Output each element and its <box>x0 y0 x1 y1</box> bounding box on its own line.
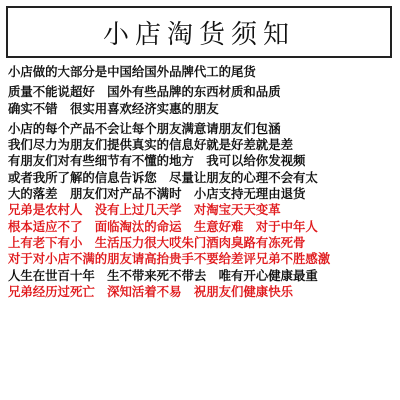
notice-line-highlight: 对于对小店不满的朋友请高抬贵手不要给差评兄弟不胜感激 <box>8 251 331 267</box>
title-box <box>6 6 392 58</box>
notice-line: 质量不能说超好 国外有些品牌的东西材质和品质 <box>8 84 281 100</box>
notice-line: 我们尽力为朋友们提供真实的信息好就是好差就是差 <box>8 137 293 153</box>
page-title: 小店淘货须知 <box>102 19 295 50</box>
notice-text-block <box>8 64 394 300</box>
notice-line: 或者我所了解的信息告诉您 尽量让朋友的心理不会有太 <box>8 169 318 185</box>
notice-line-highlight: 上有老下有小 生活压力很大哎朱门酒肉臭路有冻死骨 <box>8 234 306 250</box>
notice-line: 小店做的大部分是中国给国外品牌代工的尾货 <box>8 64 256 79</box>
notice-line: 大的落差 朋友们对产品不满时 小店支持无理由退货 <box>8 186 306 202</box>
notice-line: 确实不错 很实用喜欢经济实惠的朋友 <box>8 100 219 116</box>
notice-line-highlight: 兄弟是农村人 没有上过几天学 对淘宝天天变革 <box>8 202 281 218</box>
notice-line: 小店的每个产品不会让每个朋友满意请朋友们包涵 <box>8 120 281 136</box>
notice-line: 有朋友们对有些细节有不懂的地方 我可以给你发视频 <box>8 153 306 169</box>
notice-line: 人生在世百十年 生不带来死不带去 唯有开心健康最重 <box>8 267 318 283</box>
notice-line-highlight: 根本适应不了 面临淘汰的命运 生意好难 对于中年人 <box>8 218 318 234</box>
notice-line-highlight: 兄弟经历过死亡 深知活着不易 祝朋友们健康快乐 <box>8 283 293 299</box>
